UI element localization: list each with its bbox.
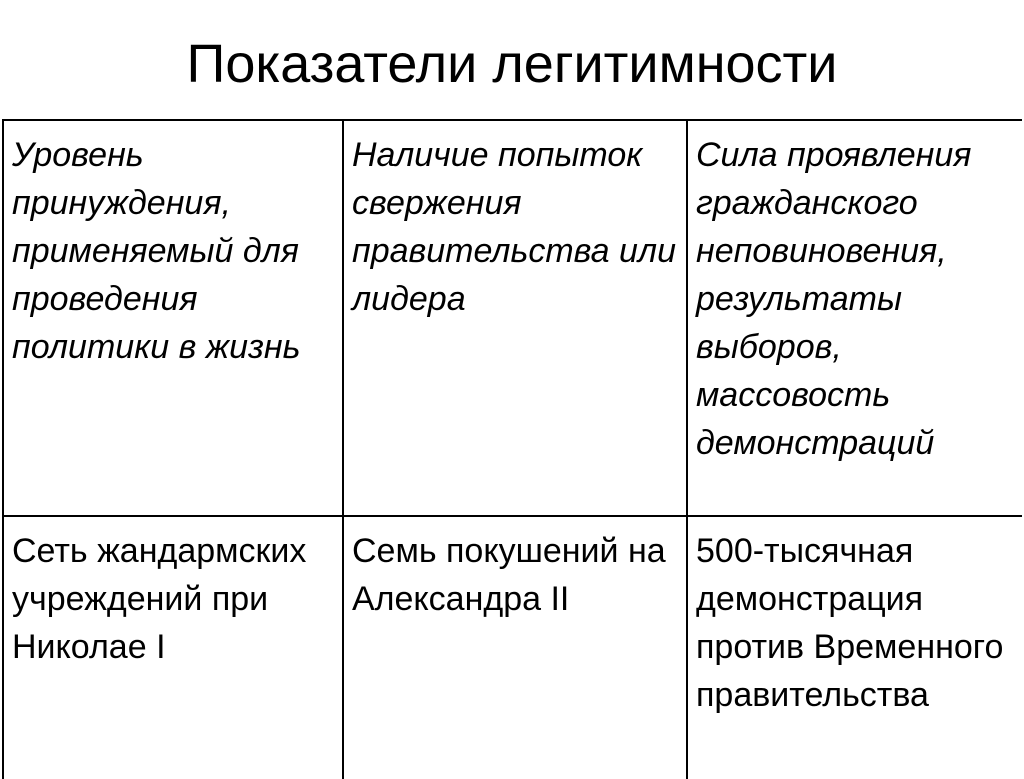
table-row-examples [3,516,1022,779]
cell-civil-disobedience: Сила проявления гражданского неповиновения, результаты выборов, массовость демонстраций [687,120,1022,516]
cell-example-assassination-attempts: Семь покушений на Александра II [343,516,687,779]
cell-example-gendarmerie: Сеть жандармских учреждений при Николае I [3,516,343,779]
table-container [2,119,1022,779]
cell-coercion-level: Уровень принуждения, применяемый для проведения политики в жизнь [3,120,343,516]
page-title: Показатели легитимности [186,34,838,94]
cell-overthrow-attempts: Наличие попыток свержения правительства или лидера [343,120,687,516]
table-row-indicators [3,120,1022,516]
cell-example-demonstration: 500-тысячная демонстрация против Временного правительства [687,516,1022,779]
legitimacy-indicators-table [2,119,1022,779]
